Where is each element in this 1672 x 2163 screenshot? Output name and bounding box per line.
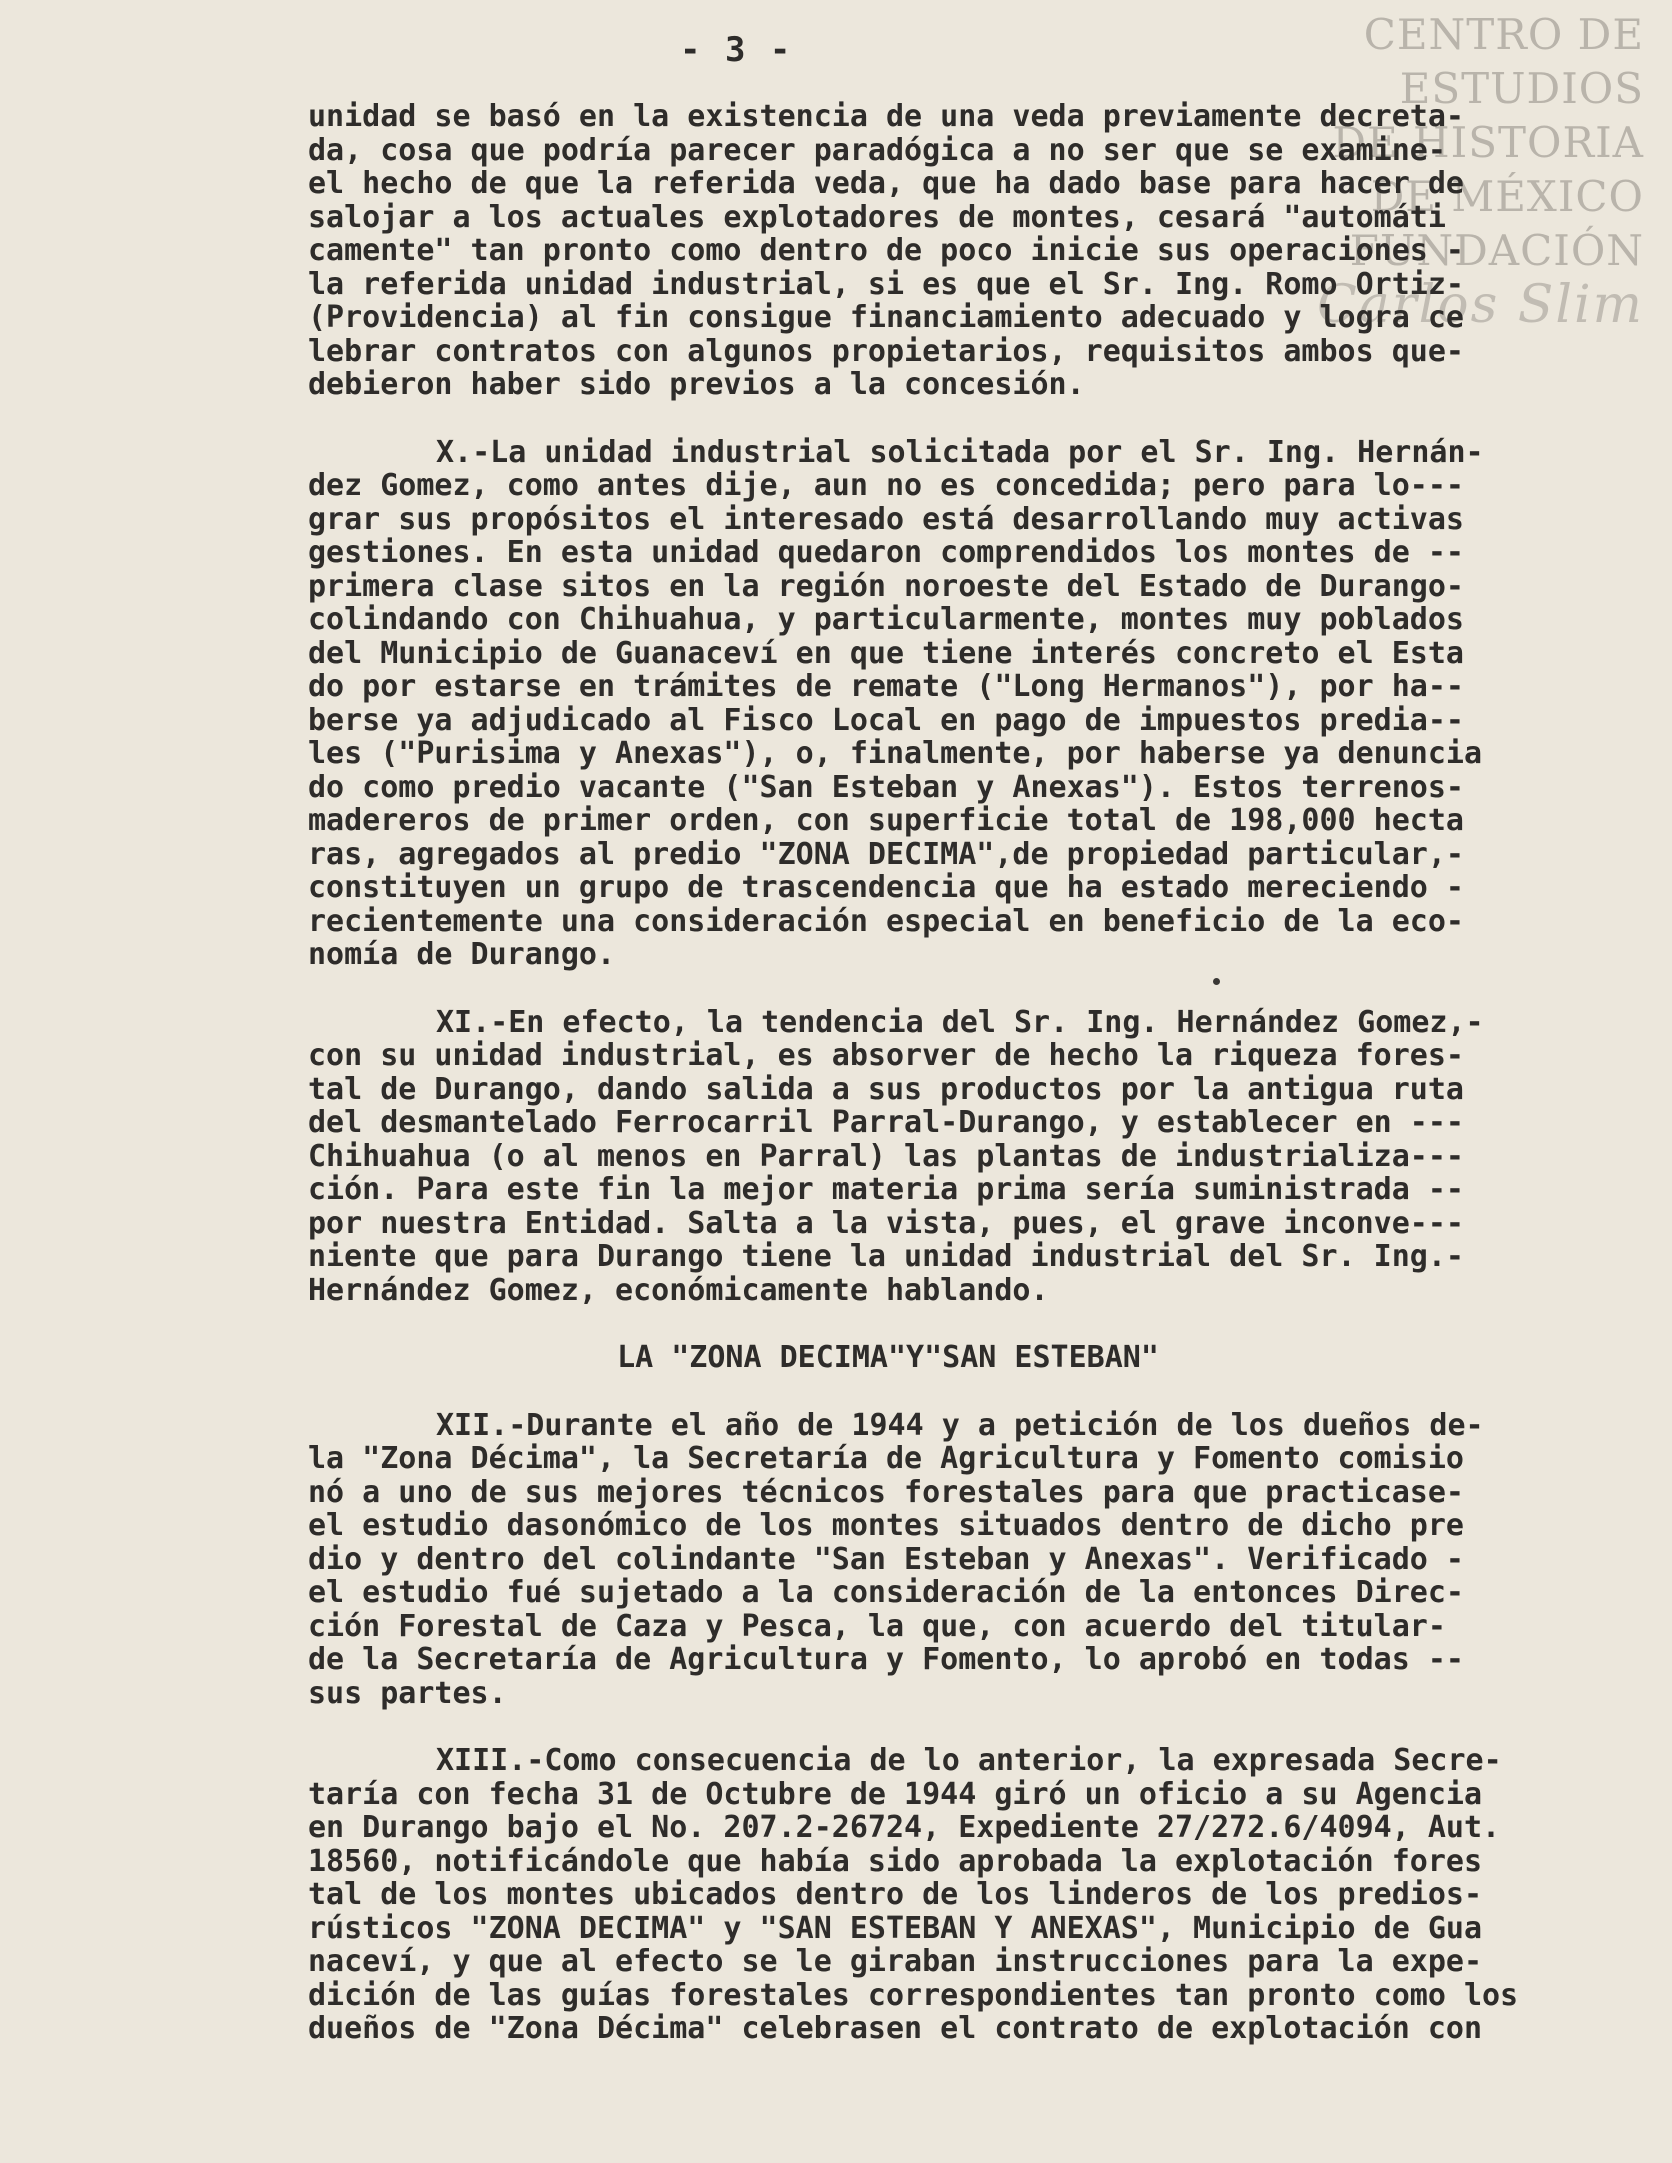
text-line: en Durango bajo el No. 207.2-26724, Expediente 27/272.6/4094, Aut. xyxy=(308,1810,1501,1845)
watermark-line: DE MÉXICO xyxy=(1370,172,1644,221)
text-line: constituyen un grupo de trascendencia que ha estado mereciendo - xyxy=(308,870,1464,905)
text-line: ción. Para este fin la mejor materia prima sería suministrada -- xyxy=(308,1172,1464,1207)
text-line: del Municipio de Guanaceví en que tiene interés concreto el Esta xyxy=(308,635,1464,671)
text-line: la referida unidad industrial, si es que el Sr. Ing. Romo Ortiz- xyxy=(308,266,1464,302)
text-line: lebrar contratos con algunos propietarios, requisitos ambos que- xyxy=(308,333,1464,369)
text-line: rústicos "ZONA DECIMA" y "SAN ESTEBAN Y ANEXAS", Municipio de Gua xyxy=(308,1910,1482,1946)
text-line: grar sus propósitos el interesado está desarrollando muy activas xyxy=(308,501,1464,537)
paragraph-continuation xyxy=(308,100,1628,402)
text-line: gestiones. En esta unidad quedaron comprendidos los montes de -- xyxy=(308,535,1464,570)
text-line: con su unidad industrial, es absorver de hecho la riqueza fores- xyxy=(308,1038,1464,1073)
text-line: XII.-Durante el año de 1944 y a petición de los dueños de- xyxy=(436,1407,1484,1443)
text-line: tal de los montes ubicados dentro de los linderos de los predios- xyxy=(308,1877,1482,1912)
text-line: el estudio fué sujetado a la consideración de la entonces Direc- xyxy=(308,1575,1464,1610)
text-line: berse ya adjudicado al Fisco Local en pago de impuestos predia-- xyxy=(308,702,1464,738)
text-line: el hecho de que la referida veda, que ha dado base para hacer de xyxy=(308,166,1464,201)
body-text xyxy=(308,100,1628,2046)
watermark-line: DE HISTORIA xyxy=(1332,118,1644,167)
text-line: ras, agregados al predio "ZONA DECIMA",de propiedad particular,- xyxy=(308,836,1464,872)
ink-spot xyxy=(1213,978,1220,985)
text-line: la "Zona Décima", la Secretaría de Agricultura y Fomento comisio xyxy=(308,1441,1464,1476)
text-line: nó a uno de sus mejores técnicos forestales para que practicase- xyxy=(308,1474,1464,1510)
text-line: dición de las guías forestales correspondientes tan pronto como los xyxy=(308,1977,1519,2013)
text-line: les ("Purisima y Anexas"), o, finalmente, por haberse ya denuncia xyxy=(308,736,1482,771)
section-heading: LA "ZONA DECIMA"Y"SAN ESTEBAN" xyxy=(617,1340,1159,1375)
text-line: do por estarse en trámites de remate ("Long Hermanos"), por ha-- xyxy=(308,669,1464,704)
text-line: X.-La unidad industrial solicitada por el Sr. Ing. Hernán- xyxy=(436,434,1484,470)
text-line: nomía de Durango. xyxy=(308,937,616,972)
text-line: ción Forestal de Caza y Pesca, la que, con acuerdo del titular- xyxy=(308,1608,1446,1644)
text-line: debieron haber sido previos a la concesión. xyxy=(308,367,1085,402)
paragraph-xii xyxy=(308,1409,1628,1711)
text-line: XI.-En efecto, la tendencia del Sr. Ing. Hernández Gomez,- xyxy=(436,1004,1484,1040)
text-line: XIII.-Como consecuencia de lo anterior, la expresada Secre- xyxy=(436,1743,1502,1778)
watermark-line: CENTRO DE xyxy=(1363,10,1644,59)
text-line: niente que para Durango tiene la unidad industrial del Sr. Ing.- xyxy=(308,1239,1464,1274)
text-line: el estudio dasonómico de los montes situados dentro de dicho pre xyxy=(308,1508,1464,1543)
text-line: Chihuahua (o al menos en Parral) las plantas de industrializa--- xyxy=(308,1138,1464,1174)
page-number: - 3 - xyxy=(680,30,793,70)
text-line: do como predio vacante ("San Esteban y Anexas"). Estos terrenos- xyxy=(308,769,1464,805)
paragraph-xiii xyxy=(308,1744,1628,2046)
watermark-line: ESTUDIOS xyxy=(1399,64,1644,113)
text-line: por nuestra Entidad. Salta a la vista, pues, el grave inconve--- xyxy=(308,1205,1464,1241)
paragraph-x xyxy=(308,436,1628,972)
text-line: dez Gomez, como antes dije, aun no es concedida; pero para lo--- xyxy=(308,468,1464,503)
text-line: naceví, y que al efecto se le giraban instrucciones para la expe- xyxy=(308,1944,1482,1979)
text-line: (Providencia) al fin consigue financiamiento adecuado y logra ce xyxy=(308,300,1464,335)
text-line: 18560, notificándole que había sido aprobada la explotación fores xyxy=(308,1843,1482,1879)
text-line: primera clase sitos en la región noroeste del Estado de Durango- xyxy=(308,568,1464,604)
watermark-signature: Carlos Slim xyxy=(1317,275,1644,335)
watermark-line: FUNDACIÓN xyxy=(1349,226,1644,275)
text-line: tal de Durango, dando salida a sus productos por la antigua ruta xyxy=(308,1071,1464,1107)
text-line: Hernández Gomez, económicamente hablando. xyxy=(308,1272,1049,1308)
text-line: salojar a los actuales explotadores de montes, cesará "automáti xyxy=(308,199,1446,235)
text-line: colindando con Chihuahua, y particularmente, montes muy poblados xyxy=(308,602,1464,637)
text-line: camente" tan pronto como dentro de poco inicie sus operaciones - xyxy=(308,233,1464,268)
text-line: sus partes. xyxy=(308,1675,507,1711)
text-line: madereros de primer orden, con superficie total de 198,000 hecta xyxy=(308,803,1464,838)
text-line: de la Secretaría de Agricultura y Fomento, lo aprobó en todas -- xyxy=(308,1642,1464,1677)
text-line: recientemente una consideración especial en beneficio de la eco- xyxy=(308,903,1464,939)
paragraph-xi xyxy=(308,1006,1628,1308)
text-line: unidad se basó en la existencia de una veda previamente decreta- xyxy=(308,99,1464,134)
text-line: da, cosa que podría parecer paradógica a no ser que se examine- xyxy=(308,132,1446,168)
text-line: taría con fecha 31 de Octubre de 1944 giró un oficio a su Agencia xyxy=(308,1776,1482,1812)
text-line: del desmantelado Ferrocarril Parral-Durango, y establecer en --- xyxy=(308,1105,1464,1140)
text-line: dio y dentro del colindante "San Esteban y Anexas". Verificado - xyxy=(308,1541,1464,1577)
text-line: dueños de "Zona Décima" celebrasen el contrato de explotación con xyxy=(308,2011,1482,2046)
